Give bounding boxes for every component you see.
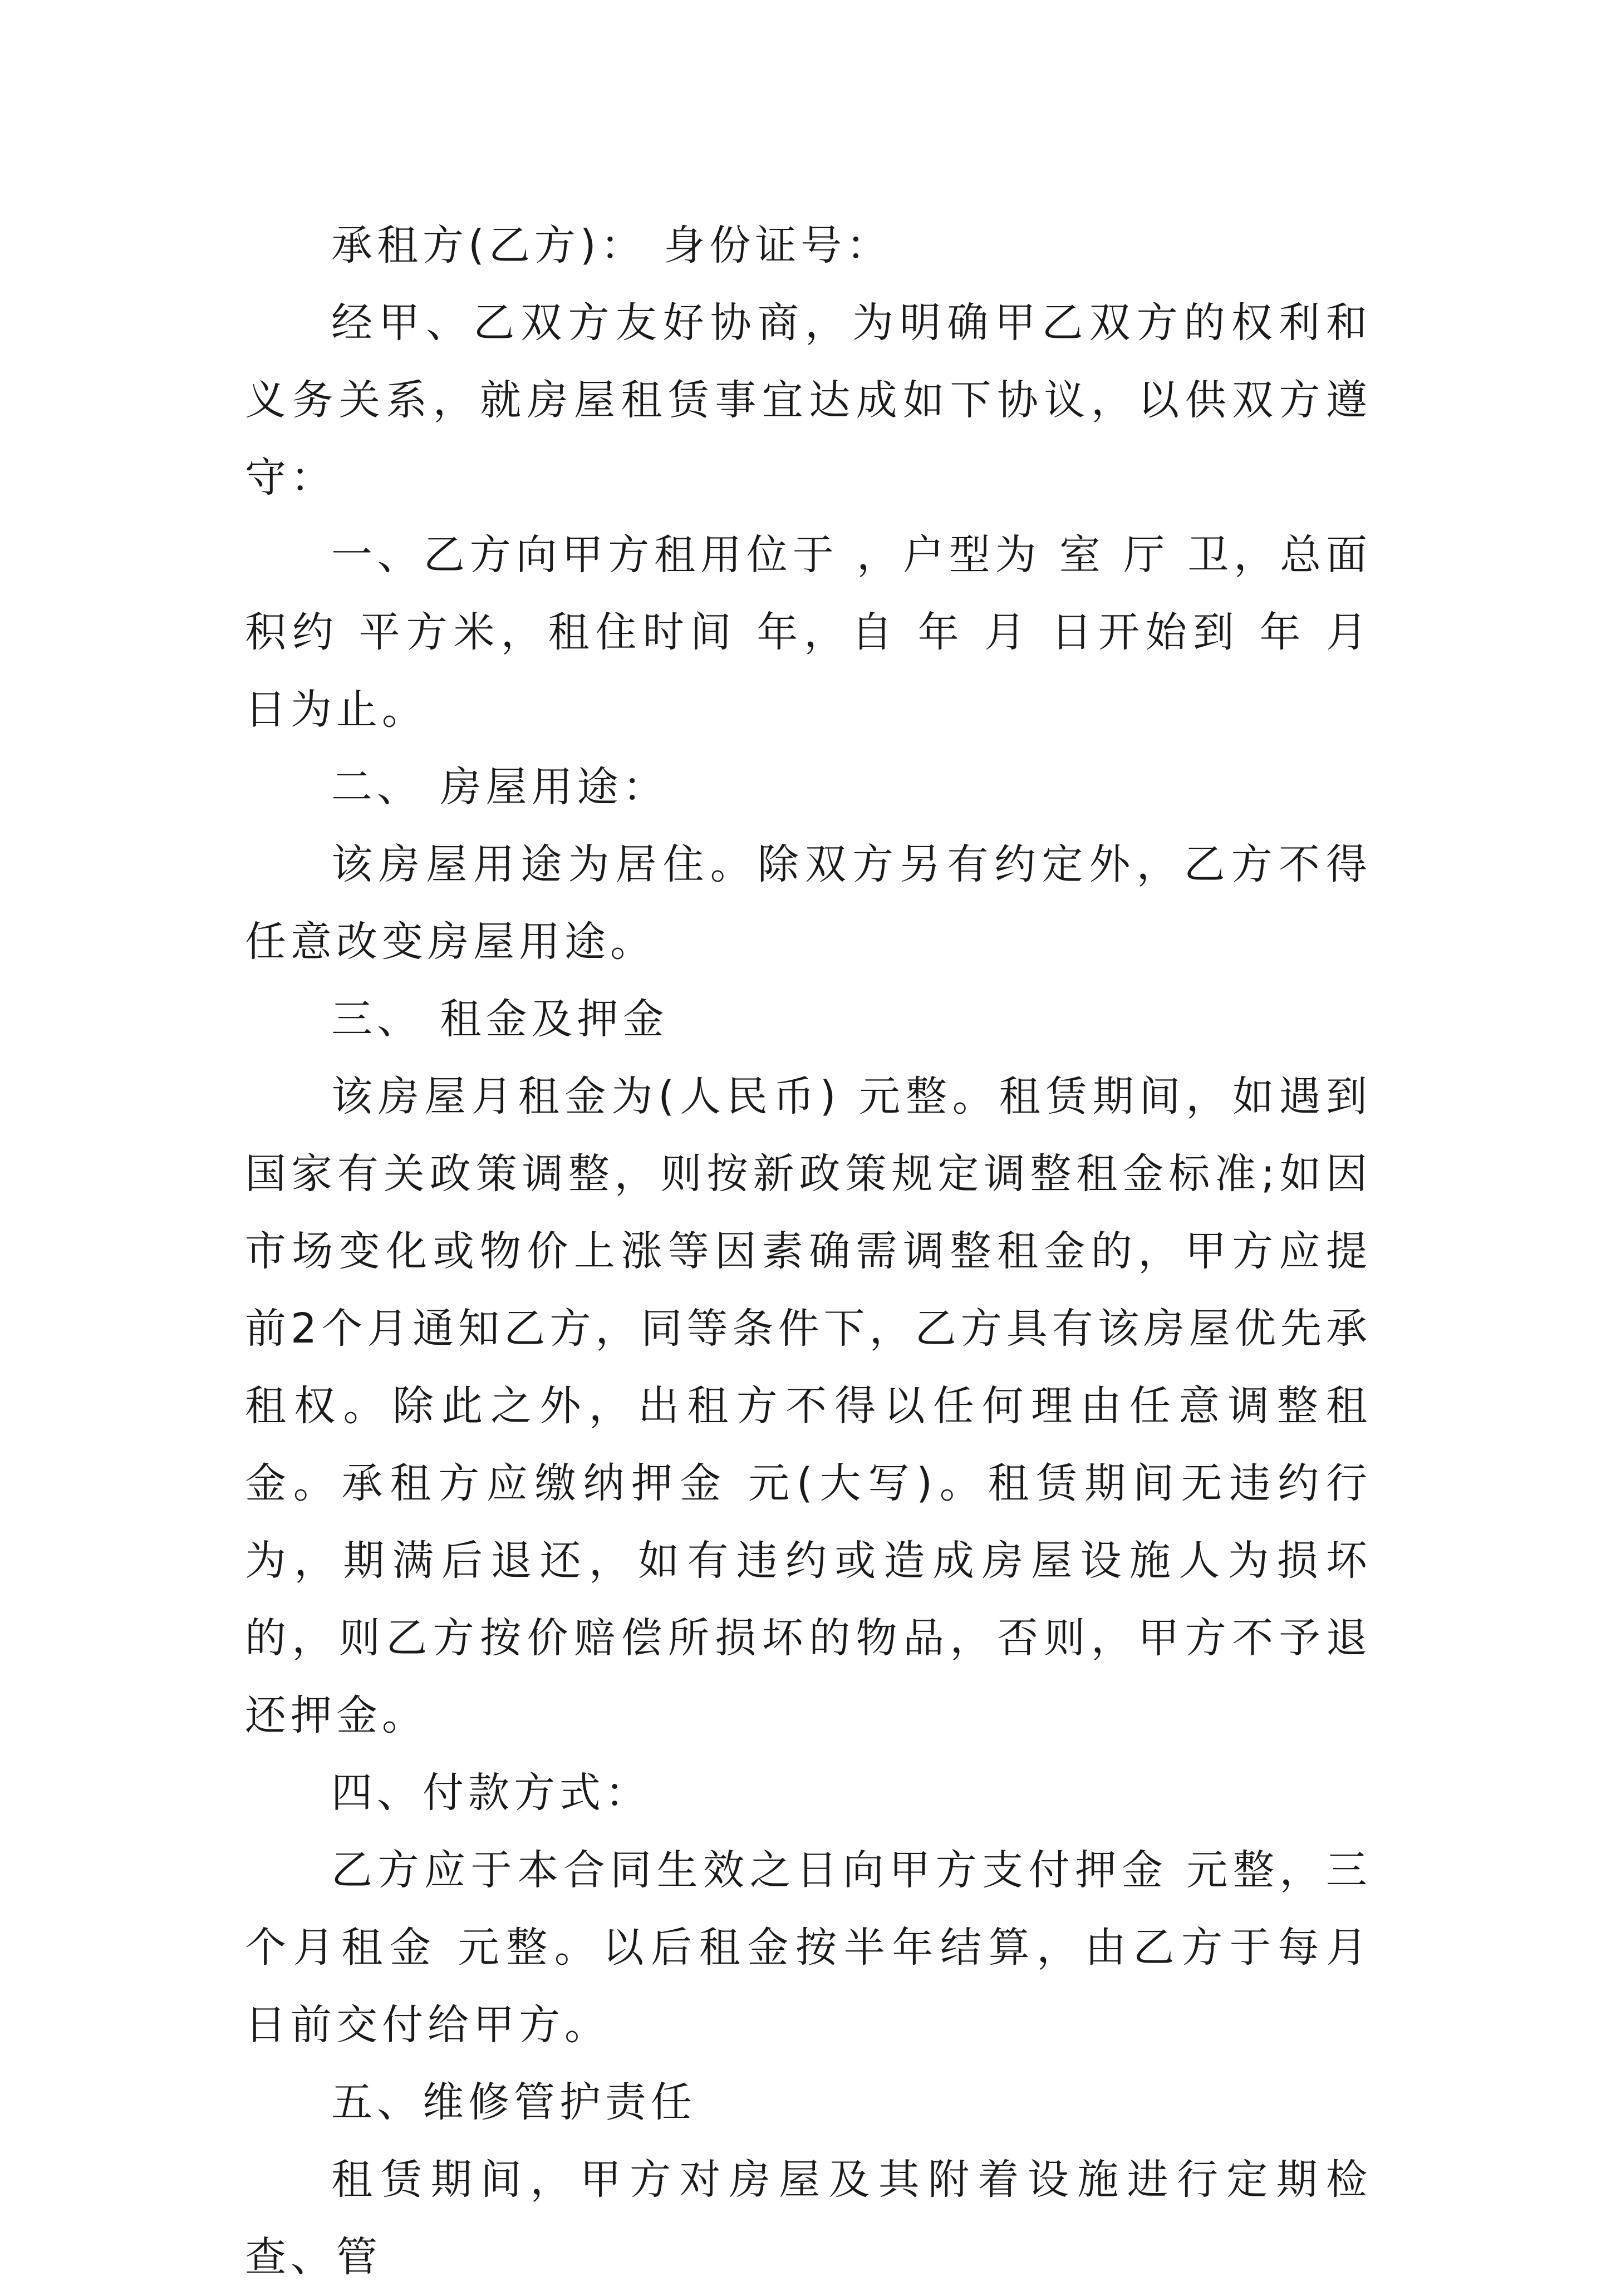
clause-5-heading: 五、维修管护责任 <box>331 2078 696 2126</box>
document-body <box>245 207 1372 2296</box>
clause-3-heading: 三、 租金及押金 <box>331 995 669 1043</box>
clause-4-heading: 四、付款方式： <box>331 1769 651 1817</box>
clause-3-body: 该房屋月租金为(人民币) 元整。租赁期间，如遇到国家有关政策调整，则按新政策规定调整租金标准;如因市场变化或物价上涨等因素确需调整租金的，甲方应提前2个月通知乙方，同等条件下，乙方具有该房屋优先承租权。除此之外，出租方不得以任何理由任意调整租金。承租方应缴纳押金 元(大写)。租赁期间无违约行为，期满后退还，如有违约或造成房屋设施人为损坏的，则乙方按价赔偿所损坏的物品，否则，甲方不予退还押金。 <box>245 1073 1372 1739</box>
tenant-info-line: 承租方(乙方)： 身份证号： <box>331 222 892 269</box>
clause-2-body: 该房屋用途为居住。除双方另有约定外，乙方不得任意改变房屋用途。 <box>245 840 1372 966</box>
clause-1-property: 一、乙方向甲方租用位于 ，户型为 室 厅 卫，总面积约 平方米，租住时间 年，自 年 月 日开始到 年 月 日为止。 <box>245 531 1372 734</box>
clause-5-body: 租赁期间，甲方对房屋及其附着设施进行定期检查、管 <box>245 2156 1372 2281</box>
clause-4-body: 乙方应于本合同生效之日向甲方支付押金 元整，三个月租金 元整。以后租金按半年结算，由乙方于每月 日前交付给甲方。 <box>245 1846 1372 2049</box>
clause-2-heading: 二、 房屋用途： <box>331 763 669 811</box>
preamble-paragraph: 经甲、乙双方友好协商，为明确甲乙双方的权利和义务关系，就房屋租赁事宜达成如下协议，以供双方遵守： <box>245 299 1372 502</box>
